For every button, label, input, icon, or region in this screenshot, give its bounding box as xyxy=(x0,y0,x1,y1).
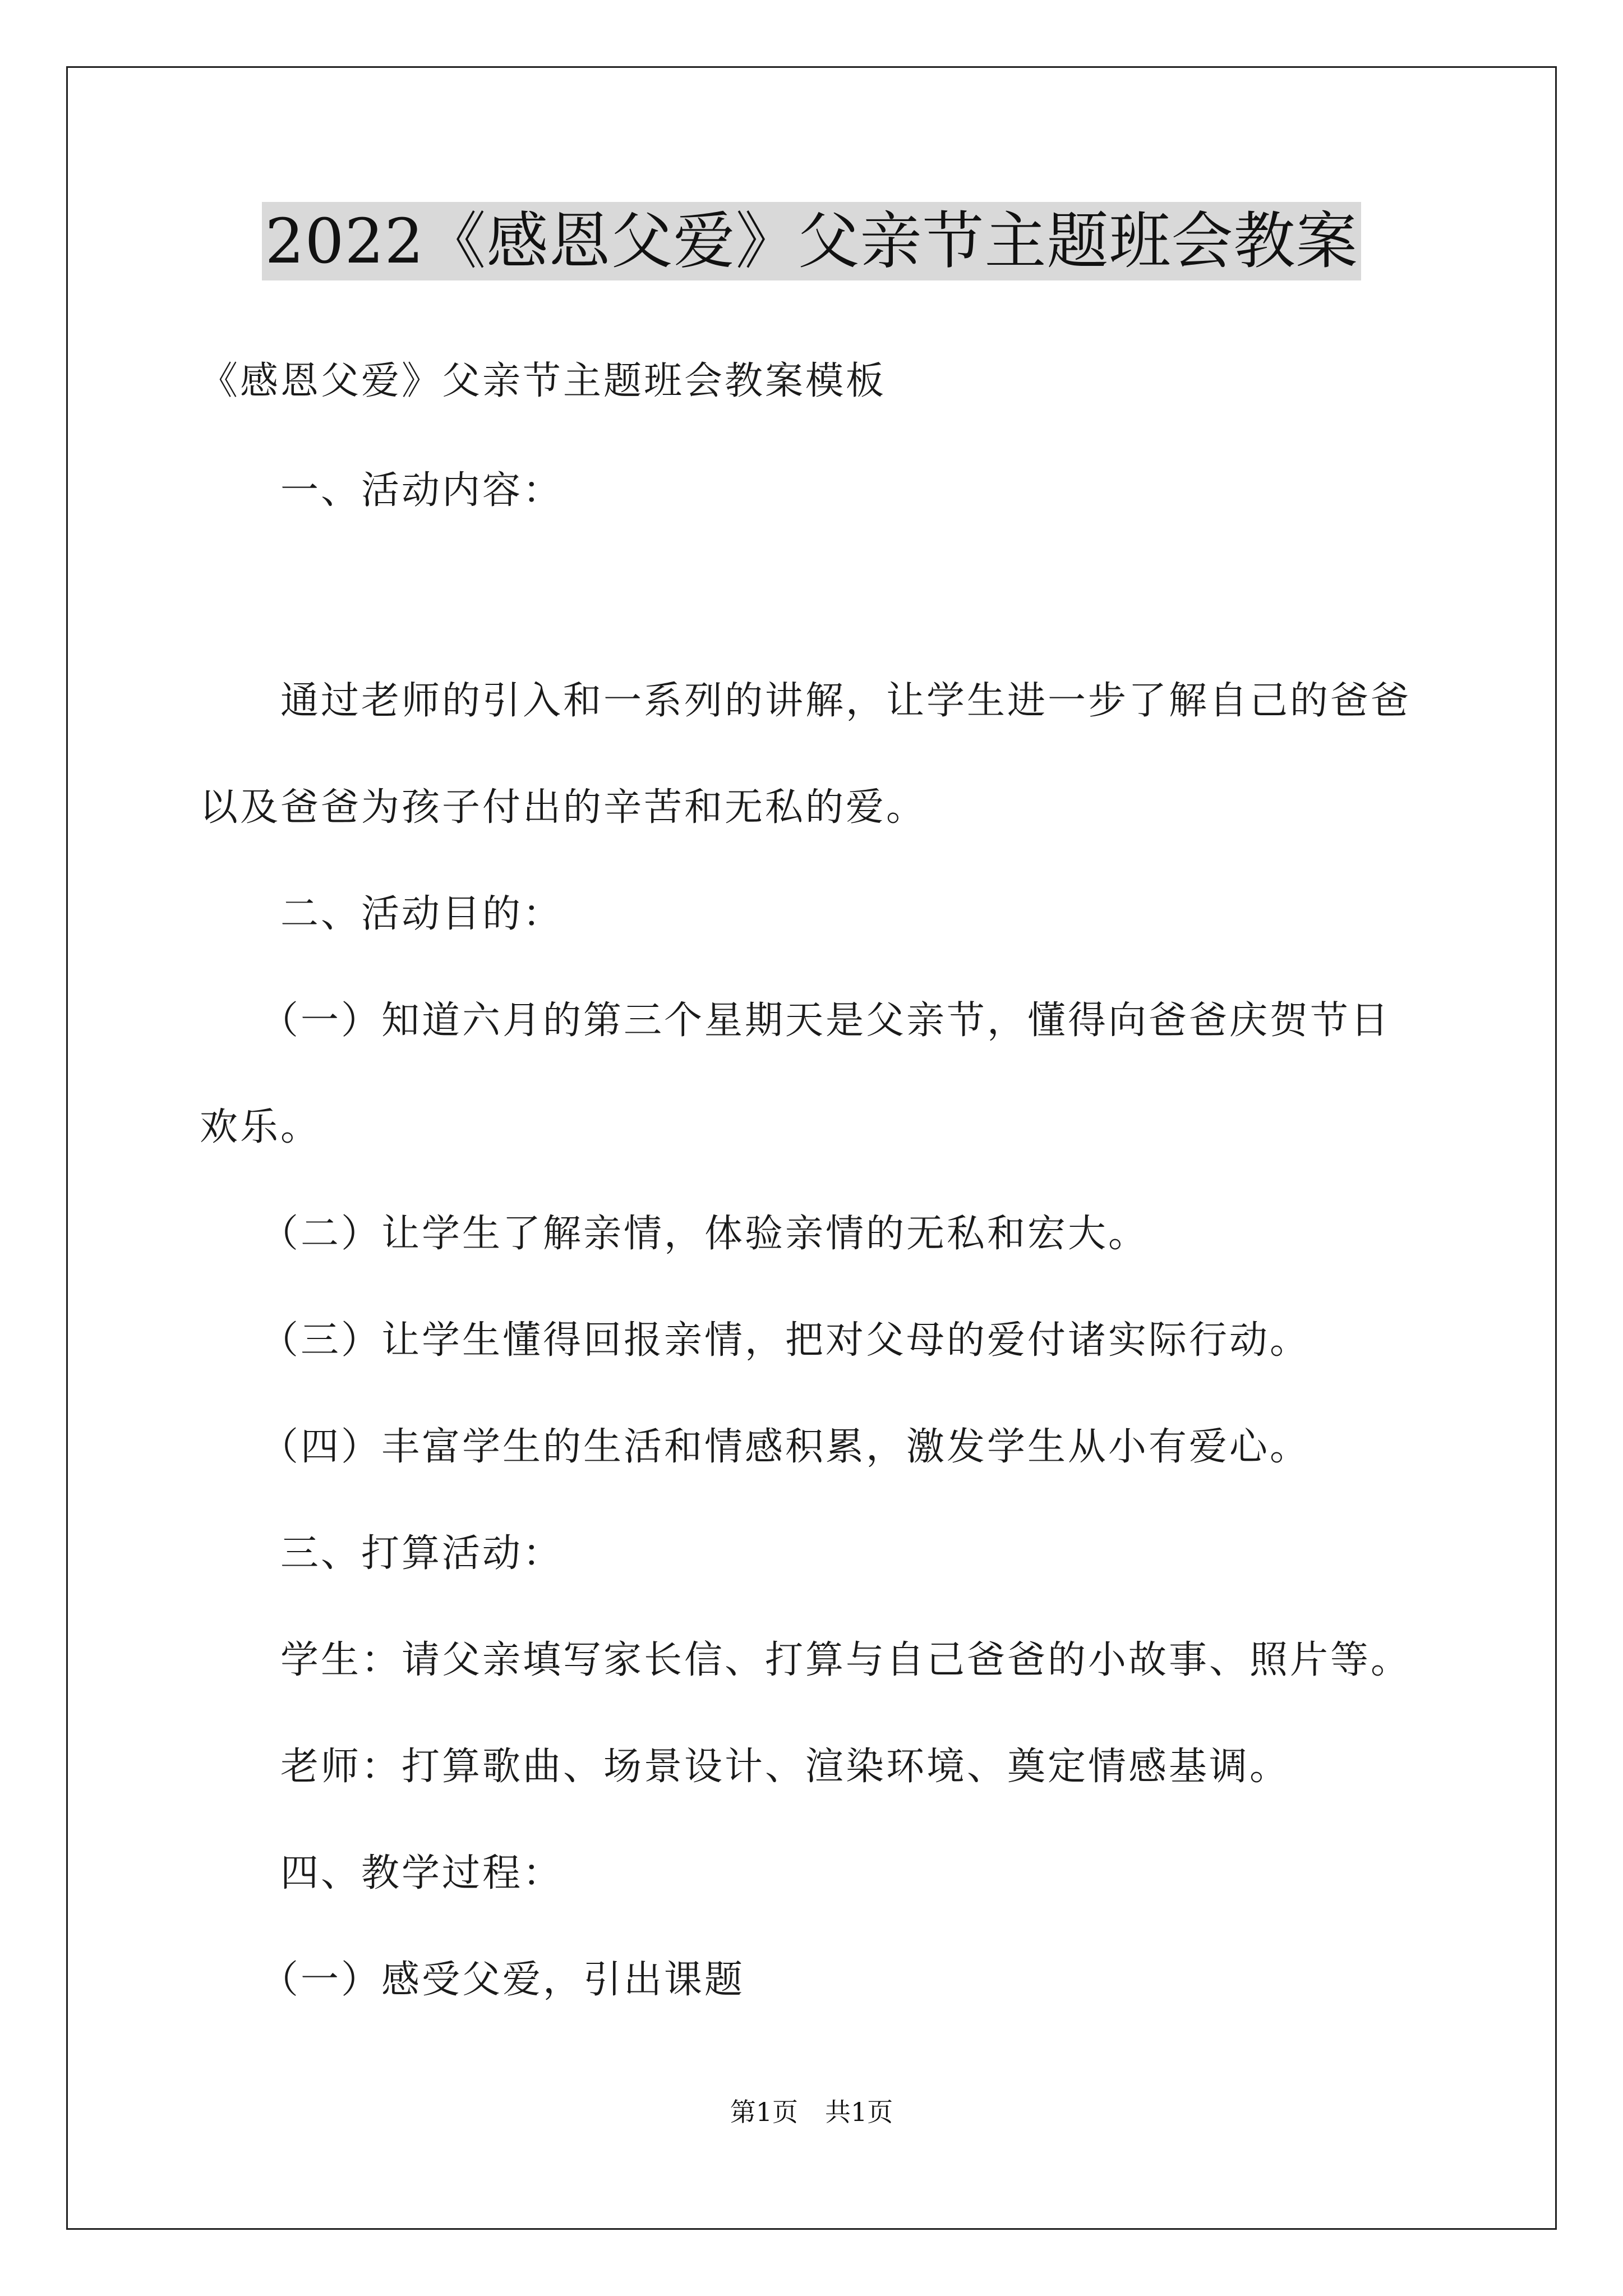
title-container xyxy=(0,202,1623,280)
page-footer xyxy=(0,2095,1623,2129)
page-number: 第1页 xyxy=(730,2097,798,2127)
paragraph-line: 学生：请父亲填写家长信、打算与自己爸爸的小故事、照片等。 xyxy=(280,1638,1412,1682)
paragraph-line: 通过老师的引入和一系列的讲解，让学生进一步了解自己的爸爸 xyxy=(280,679,1412,723)
paragraph-line: （三）让学生懂得回报亲情，把对父母的爱付诸实际行动。 xyxy=(260,1318,1311,1363)
section-heading-2: 二、活动目的： xyxy=(280,892,564,936)
paragraph-line: （一）知道六月的第三个星期天是父亲节，懂得向爸爸庆贺节日 xyxy=(260,999,1391,1043)
paragraph-line: 老师：打算歌曲、场景设计、渲染环境、奠定情感基调。 xyxy=(280,1745,1290,1789)
section-heading-3: 三、打算活动： xyxy=(280,1531,564,1576)
paragraph-line: （四）丰富学生的生活和情感积累，激发学生从小有爱心。 xyxy=(260,1425,1311,1469)
page-total: 共1页 xyxy=(825,2097,893,2127)
document-title: 2022《感恩父爱》父亲节主题班会教案 xyxy=(262,202,1362,280)
section-heading-4: 四、教学过程： xyxy=(280,1851,564,1895)
paragraph-line: （一）感受父爱，引出课题 xyxy=(260,1958,745,2002)
paragraph-line: （二）让学生了解亲情，体验亲情的无私和宏大。 xyxy=(260,1212,1149,1256)
section-heading-1: 一、活动内容： xyxy=(280,468,564,513)
subtitle-line: 《感恩父爱》父亲节主题班会教案模板 xyxy=(200,359,887,403)
paragraph-line: 以及爸爸为孩子付出的辛苦和无私的爱。 xyxy=(200,785,927,830)
paragraph-line: 欢乐。 xyxy=(200,1105,321,1149)
